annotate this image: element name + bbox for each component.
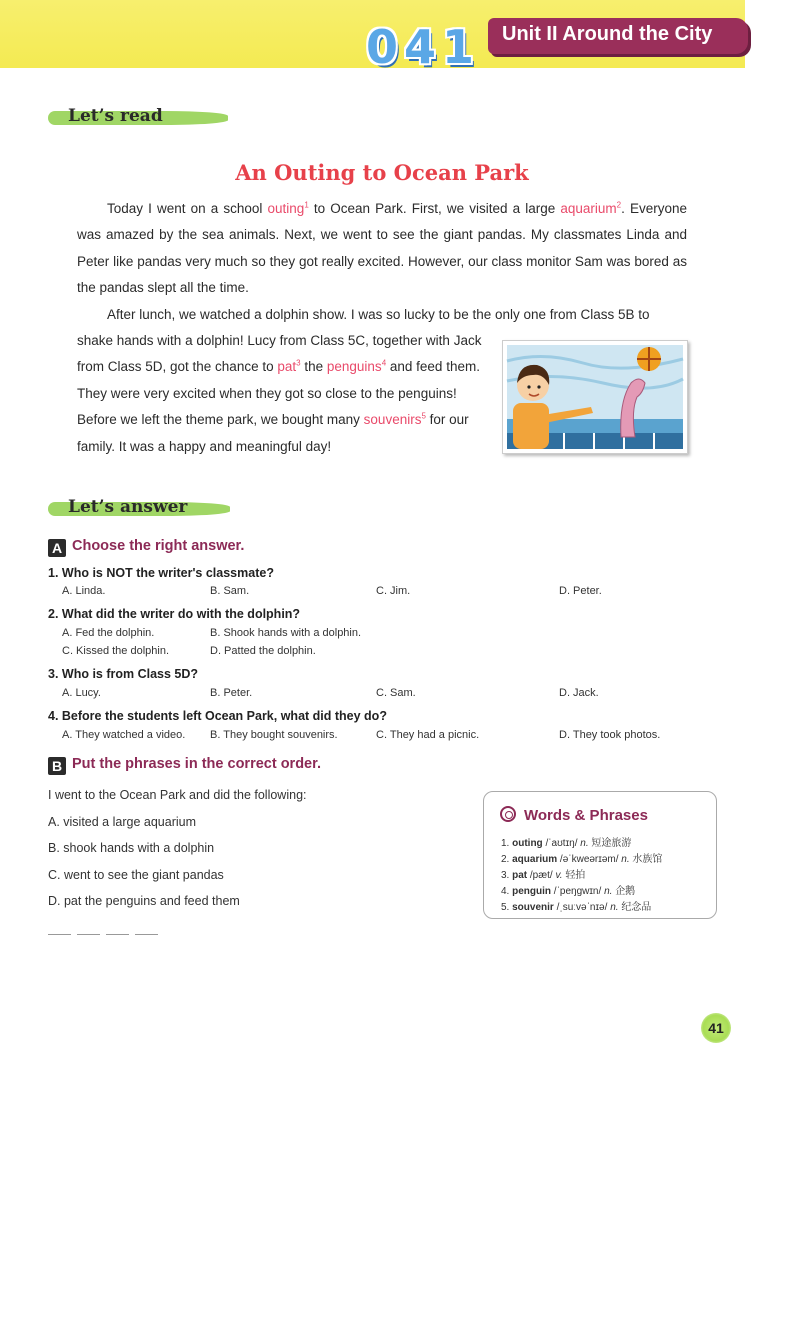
answer-blank-3[interactable] bbox=[106, 934, 129, 935]
part-b-intro: I went to the Ocean Park and did the following: bbox=[48, 788, 307, 802]
dolphin-scene-svg bbox=[503, 341, 687, 453]
text-run: . Everyone was amazed by the sea animals. Next, we went to see the giant pandas. My classmates Linda and Peter like pandas very much so they got really excited. However, our class monitor Sam was bored as the pandas slept all the time. bbox=[77, 201, 687, 296]
part-b-letter: B bbox=[48, 757, 66, 775]
part-a-letter: A bbox=[48, 539, 66, 557]
word-phonetic: /ˈpeŋgwɪn/ bbox=[553, 886, 602, 897]
q4-option-b[interactable]: B. They bought souvenirs. bbox=[210, 729, 338, 741]
word-meaning: 企鹅 bbox=[615, 886, 636, 897]
footnote-5: 5 bbox=[421, 411, 426, 421]
word-meaning: 水族馆 bbox=[632, 854, 663, 865]
unit-number: 041 bbox=[366, 20, 481, 74]
part-a-title: Choose the right answer. bbox=[72, 538, 245, 554]
word-phonetic: /ˌsuːvəˈnɪə/ bbox=[556, 902, 608, 913]
word-term: aquarium bbox=[512, 854, 558, 865]
word-term: souvenir bbox=[512, 902, 554, 913]
lets-read-label: Let’s read bbox=[68, 106, 163, 126]
word-pos: n. bbox=[604, 886, 613, 897]
footnote-1: 1 bbox=[304, 200, 309, 210]
word-num: 1. bbox=[501, 838, 510, 849]
vocab-outing: outing bbox=[267, 201, 305, 216]
question-4: 4. Before the students left Ocean Park, what did they do? bbox=[48, 709, 387, 723]
word-num: 4. bbox=[501, 886, 510, 897]
question-3: 3. Who is from Class 5D? bbox=[48, 667, 199, 681]
target-icon bbox=[500, 806, 516, 822]
word-item bbox=[501, 898, 651, 913]
word-item bbox=[501, 866, 585, 881]
lets-read-banner bbox=[48, 106, 228, 128]
vocab-pat: pat bbox=[277, 359, 297, 375]
vocab-aquarium: aquarium bbox=[560, 201, 617, 216]
word-term: pat bbox=[512, 870, 528, 881]
footnote-3: 3 bbox=[296, 358, 301, 368]
unit-title-tag bbox=[488, 18, 748, 54]
word-term: outing bbox=[512, 838, 543, 849]
text-run: to Ocean Park. First, we visited a large bbox=[308, 201, 561, 216]
word-pos: v. bbox=[555, 870, 563, 881]
word-phonetic: /ˈaʊtɪŋ/ bbox=[545, 838, 578, 849]
footnote-4: 4 bbox=[381, 358, 387, 368]
q4-option-c[interactable]: C. They had a picnic. bbox=[376, 729, 480, 741]
part-b-heading bbox=[48, 756, 321, 775]
answer-blank-4[interactable] bbox=[135, 934, 158, 935]
word-num: 2. bbox=[501, 854, 510, 865]
word-pos: n. bbox=[580, 838, 589, 849]
text-run: After lunch, we watched a dolphin show. I was so lucky to be the only one from Class 5B to bbox=[107, 306, 650, 322]
phrase-b: B. shook hands with a dolphin bbox=[48, 841, 215, 855]
dolphin-illustration bbox=[502, 340, 688, 454]
q1-option-c[interactable]: C. Jim. bbox=[376, 585, 411, 597]
answer-blank-2[interactable] bbox=[77, 934, 100, 935]
word-item bbox=[501, 834, 631, 849]
question-1: 1. Who is NOT the writer's classmate? bbox=[48, 566, 274, 580]
q2-option-b[interactable]: B. Shook hands with a dolphin. bbox=[210, 627, 362, 639]
q3-option-d[interactable]: D. Jack. bbox=[559, 687, 599, 699]
words-phrases-title: Words & Phrases bbox=[524, 807, 648, 824]
word-item bbox=[501, 850, 662, 865]
phrase-c: C. went to see the giant pandas bbox=[48, 868, 224, 882]
word-pos: n. bbox=[610, 902, 619, 913]
word-num: 5. bbox=[501, 902, 510, 913]
word-phonetic: /pæt/ bbox=[529, 870, 553, 881]
word-meaning: 短途旅游 bbox=[591, 838, 632, 849]
vocab-penguins: penguins bbox=[326, 359, 382, 375]
passage-paragraph-2 bbox=[77, 328, 492, 460]
text-run: Today I went on a school bbox=[107, 201, 268, 216]
q1-option-d[interactable]: D. Peter. bbox=[559, 585, 602, 597]
phrase-d: D. pat the penguins and feed them bbox=[48, 894, 240, 908]
text-run: the bbox=[300, 359, 327, 375]
words-phrases-heading bbox=[500, 806, 648, 824]
vocab-souvenirs: souvenirs bbox=[363, 412, 422, 428]
word-num: 3. bbox=[501, 870, 510, 881]
q1-option-a[interactable]: A. Linda. bbox=[62, 585, 106, 597]
word-meaning: 纪念品 bbox=[621, 902, 652, 913]
part-b-title: Put the phrases in the correct order. bbox=[72, 756, 321, 772]
text-run: for our family. It was a happy and meaningful day! bbox=[77, 412, 469, 454]
unit-title: Unit II Around the City bbox=[502, 23, 713, 45]
q3-option-b[interactable]: B. Peter. bbox=[210, 687, 253, 699]
q4-option-a[interactable]: A. They watched a video. bbox=[62, 729, 186, 741]
q4-option-d[interactable]: D. They took photos. bbox=[559, 729, 661, 741]
answer-blank-1[interactable] bbox=[48, 934, 71, 935]
text-run: shake hands with a dolphin! Lucy from Class 5C, together with Jack from Class 5D, got the chance to bbox=[77, 333, 482, 375]
word-term: penguin bbox=[512, 886, 552, 897]
lets-answer-label: Let’s answer bbox=[68, 497, 188, 517]
word-meaning: 轻拍 bbox=[565, 870, 586, 881]
footnote-2: 2 bbox=[616, 200, 622, 210]
q2-option-a[interactable]: A. Fed the dolphin. bbox=[62, 627, 155, 639]
q2-option-d[interactable]: D. Patted the dolphin. bbox=[210, 645, 316, 657]
q2-option-c[interactable]: C. Kissed the dolphin. bbox=[62, 645, 170, 657]
word-phonetic: /əˈkweərɪəm/ bbox=[559, 854, 619, 865]
page-number: 41 bbox=[701, 1013, 731, 1043]
q1-option-b[interactable]: B. Sam. bbox=[210, 585, 250, 597]
words-phrases-box bbox=[483, 791, 717, 919]
question-2: 2. What did the writer do with the dolphin? bbox=[48, 607, 301, 621]
passage-title: An Outing to Ocean Park bbox=[235, 160, 529, 185]
q3-option-c[interactable]: C. Sam. bbox=[376, 687, 416, 699]
q3-option-a[interactable]: A. Lucy. bbox=[62, 687, 101, 699]
word-item bbox=[501, 882, 635, 897]
text-run: and feed them. They were very excited when they got so close to the penguins! Before we left the theme park, we bought many bbox=[77, 359, 480, 428]
word-pos: n. bbox=[621, 854, 630, 865]
lets-answer-banner bbox=[48, 497, 230, 519]
passage-paragraph-1 bbox=[77, 196, 687, 328]
part-a-heading bbox=[48, 538, 244, 557]
phrase-a: A. visited a large aquarium bbox=[48, 815, 196, 829]
